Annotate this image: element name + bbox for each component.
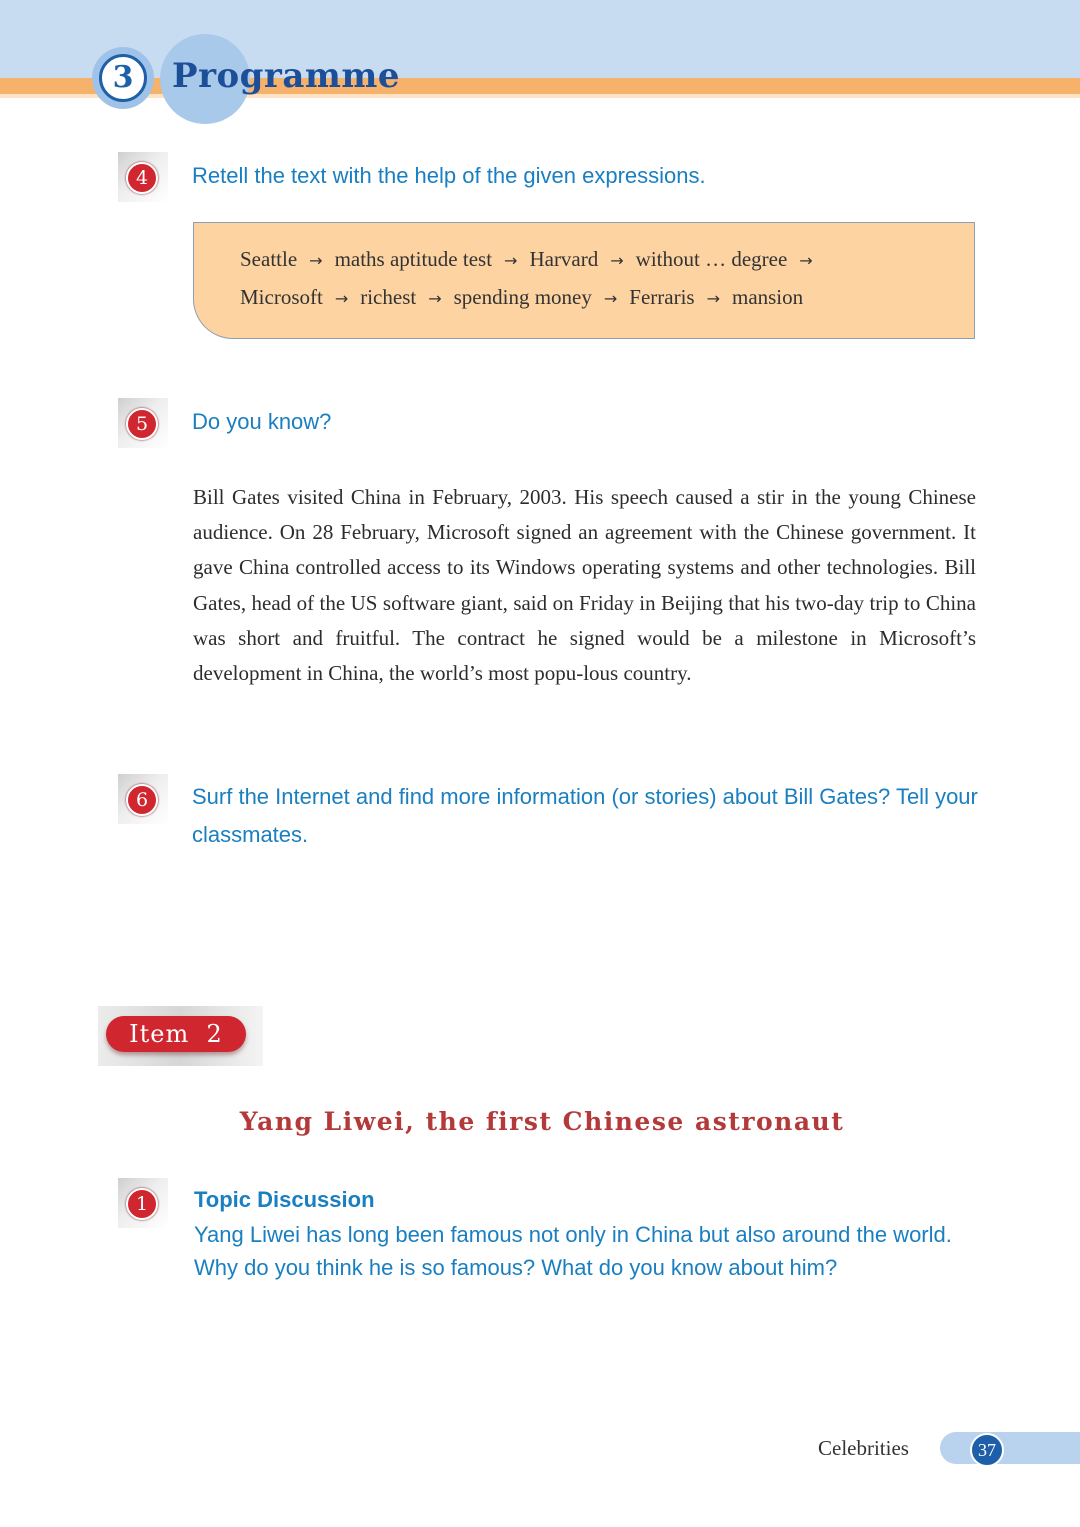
task-4-instruction: Retell the text with the help of the given expressions. [192,163,706,188]
task-number: 1 [126,1188,158,1220]
arrow-icon: → [504,251,518,270]
arrow-icon: → [706,289,720,308]
item-label: Item [129,1020,190,1048]
expressions-line-2 [240,285,803,310]
expression: spending money [453,285,592,309]
section-number-badge [92,47,154,109]
task-number: 4 [126,162,158,194]
task-marker-4 [118,152,168,202]
expression: richest [360,285,417,309]
topic-text: Yang Liwei has long been famous not only in China but also around the world. Why do you think he is so famous? What do you know about him? [194,1222,952,1280]
task-5-paragraph: Bill Gates visited China in February, 2003. His speech caused a stir in the young Chinese audience. On 28 February, Microsoft signed an agreement with the Chinese government. It gave China controlled access to its Windows operating systems and other technologies. Bill Gates, head of the US software giant, said on Friday in Beijing that his two-day trip to China was short and fruitful. The contract he signed would be a milestone in Microsoft’s development in China, the world’s most popu-lous country. [193,485,976,686]
arrow-icon: → [428,289,442,308]
task-number: 6 [126,784,158,816]
item-tab [98,1006,263,1066]
expression: without … degree [635,247,788,271]
expression: Harvard [529,247,599,271]
section-title: Programme [172,56,400,96]
expression: Microsoft [240,285,323,309]
arrow-icon: → [603,289,618,308]
topic-heading: Topic Discussion [194,1187,375,1212]
task-6-instruction: Surf the Internet and find more information (or stories) about Bill Gates? Tell your classmates. [192,784,978,847]
section-number: 3 [99,54,147,102]
expression: Ferraris [629,285,695,309]
task-marker-1 [118,1178,168,1228]
task-marker-5 [118,398,168,448]
footer-label: Celebrities [818,1436,909,1460]
expression: Seattle [240,247,298,271]
page-number: 37 [970,1433,1004,1467]
expression: mansion [731,285,804,309]
item-label-pill [106,1016,246,1052]
arrow-icon: → [334,289,349,308]
expressions-line-1 [240,247,825,272]
task-marker-6 [118,774,168,824]
task-number: 5 [126,408,158,440]
expressions-box [193,222,975,339]
footer-bar [940,1432,1080,1464]
item-number: 2 [206,1020,223,1048]
arrow-icon: → [799,251,813,270]
arrow-icon: → [610,251,624,270]
task-5-instruction: Do you know? [192,409,332,434]
item-subtitle: Yang Liwei, the first Chinese astronaut [239,1107,845,1136]
expression: maths aptitude test [334,247,493,271]
arrow-icon: → [309,251,323,270]
